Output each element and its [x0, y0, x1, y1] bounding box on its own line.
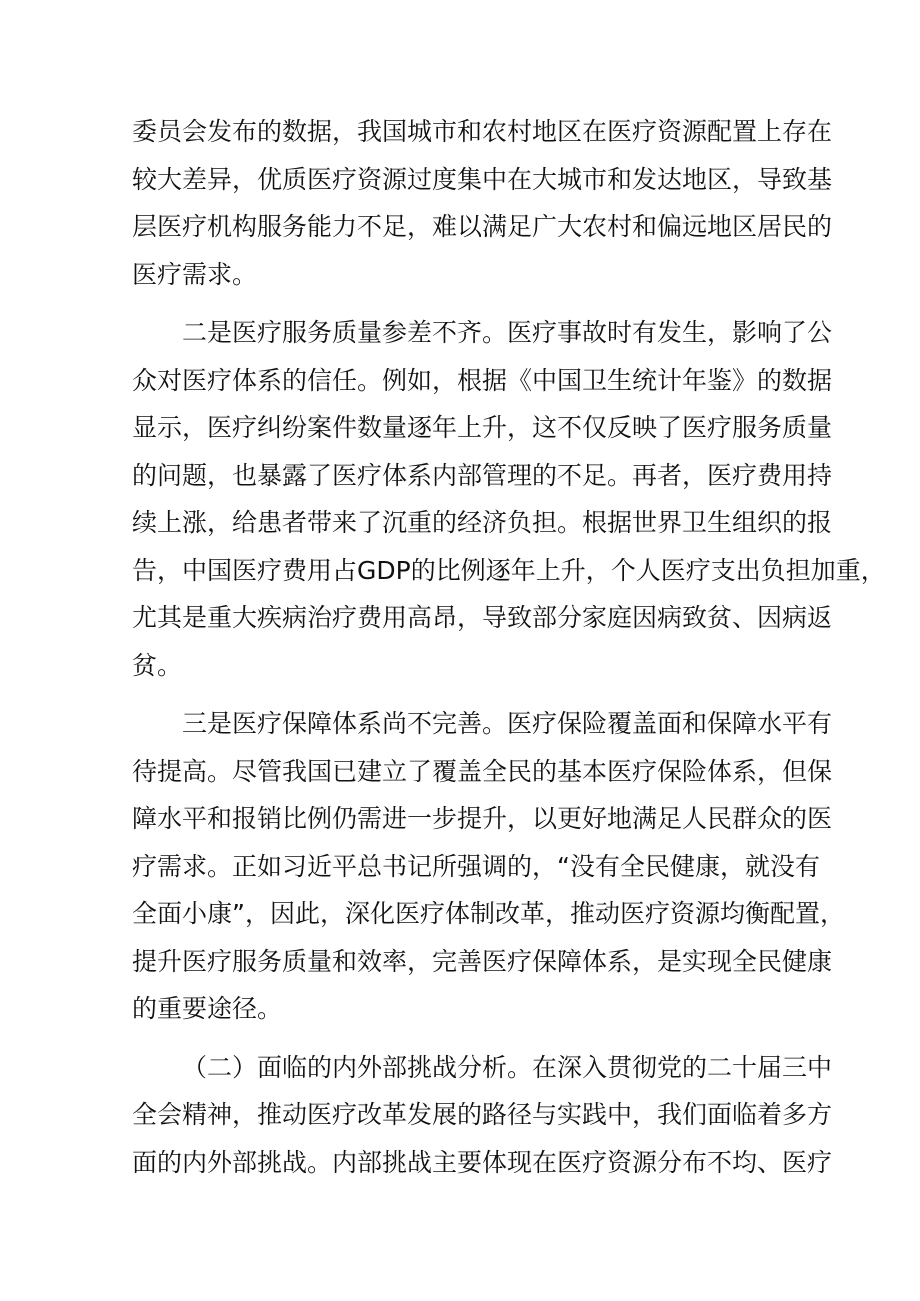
paragraph [132, 108, 833, 298]
text-line: 二是医疗服务质量参差不齐。医疗事故时有发生，影响了公 [182, 318, 833, 347]
paragraph [132, 700, 845, 1033]
text-line: 显示，医疗纠纷案件数量逐年上升，这不仅反映了医疗服务质量 [132, 413, 833, 442]
text-line: 疗需求。正如习近平总书记所强调的，“没有全民健康，就没有 [132, 851, 820, 881]
text-line: 待提高。尽管我国已建立了覆盖全民的基本医疗保险体系，但保 [132, 756, 833, 786]
text-line: 的问题，也暴露了医疗体系内部管理的不足。再者，医疗费用持 [132, 460, 833, 490]
document-body [132, 108, 886, 1197]
text-line: 委员会发布的数据，我国城市和农村地区在医疗资源配置上存在 [132, 117, 833, 146]
text-line: 障水平和报销比例仍需进一步提升，以更好地满足人民群众的医 [132, 804, 833, 833]
paragraph [132, 309, 886, 689]
text-line: 三是医疗保障体系尚不完善。医疗保险覆盖面和保障水平有 [182, 709, 833, 738]
text-line: 的重要途径。 [132, 994, 283, 1023]
text-line: 众对医疗体系的信任。例如，根据《中国卫生统计年鉴》的数据 [132, 365, 833, 395]
text-line: 贫。 [132, 650, 183, 680]
text-line: 续上涨，给患者带来了沉重的经济负担。根据世界卫生组织的报 [132, 508, 833, 537]
text-line: 提升医疗服务质量和效率，完善医疗保障体系，是实现全民健康 [132, 946, 833, 976]
paragraph [132, 1044, 833, 1187]
text-line: 全会精神，推动医疗改革发展的路径与实践中，我们面临着多方 [132, 1100, 833, 1129]
text-line: （二）面临的内外部挑战分析。在深入贯彻党的二十届三中 [182, 1052, 833, 1082]
text-line: 层医疗机构服务能力不足，难以满足广大农村和偏远地区居民的 [132, 212, 833, 241]
text-line: 全面小康”，因此，深化医疗体制改革，推动医疗资源均衡配置， [132, 899, 845, 928]
text-line: 面的内外部挑战。内部挑战主要体现在医疗资源分布不均、医疗 [132, 1147, 833, 1177]
text-line: 告，中国医疗费用占GDP的比例逐年上升，个人医疗支出负担加重， [132, 555, 886, 585]
text-line: 尤其是重大疾病治疗费用高昂，导致部分家庭因病致贫、因病返 [132, 603, 833, 632]
text-line: 较大差异，优质医疗资源过度集中在大城市和发达地区，导致基 [132, 164, 833, 194]
text-line: 医疗需求。 [132, 259, 258, 289]
